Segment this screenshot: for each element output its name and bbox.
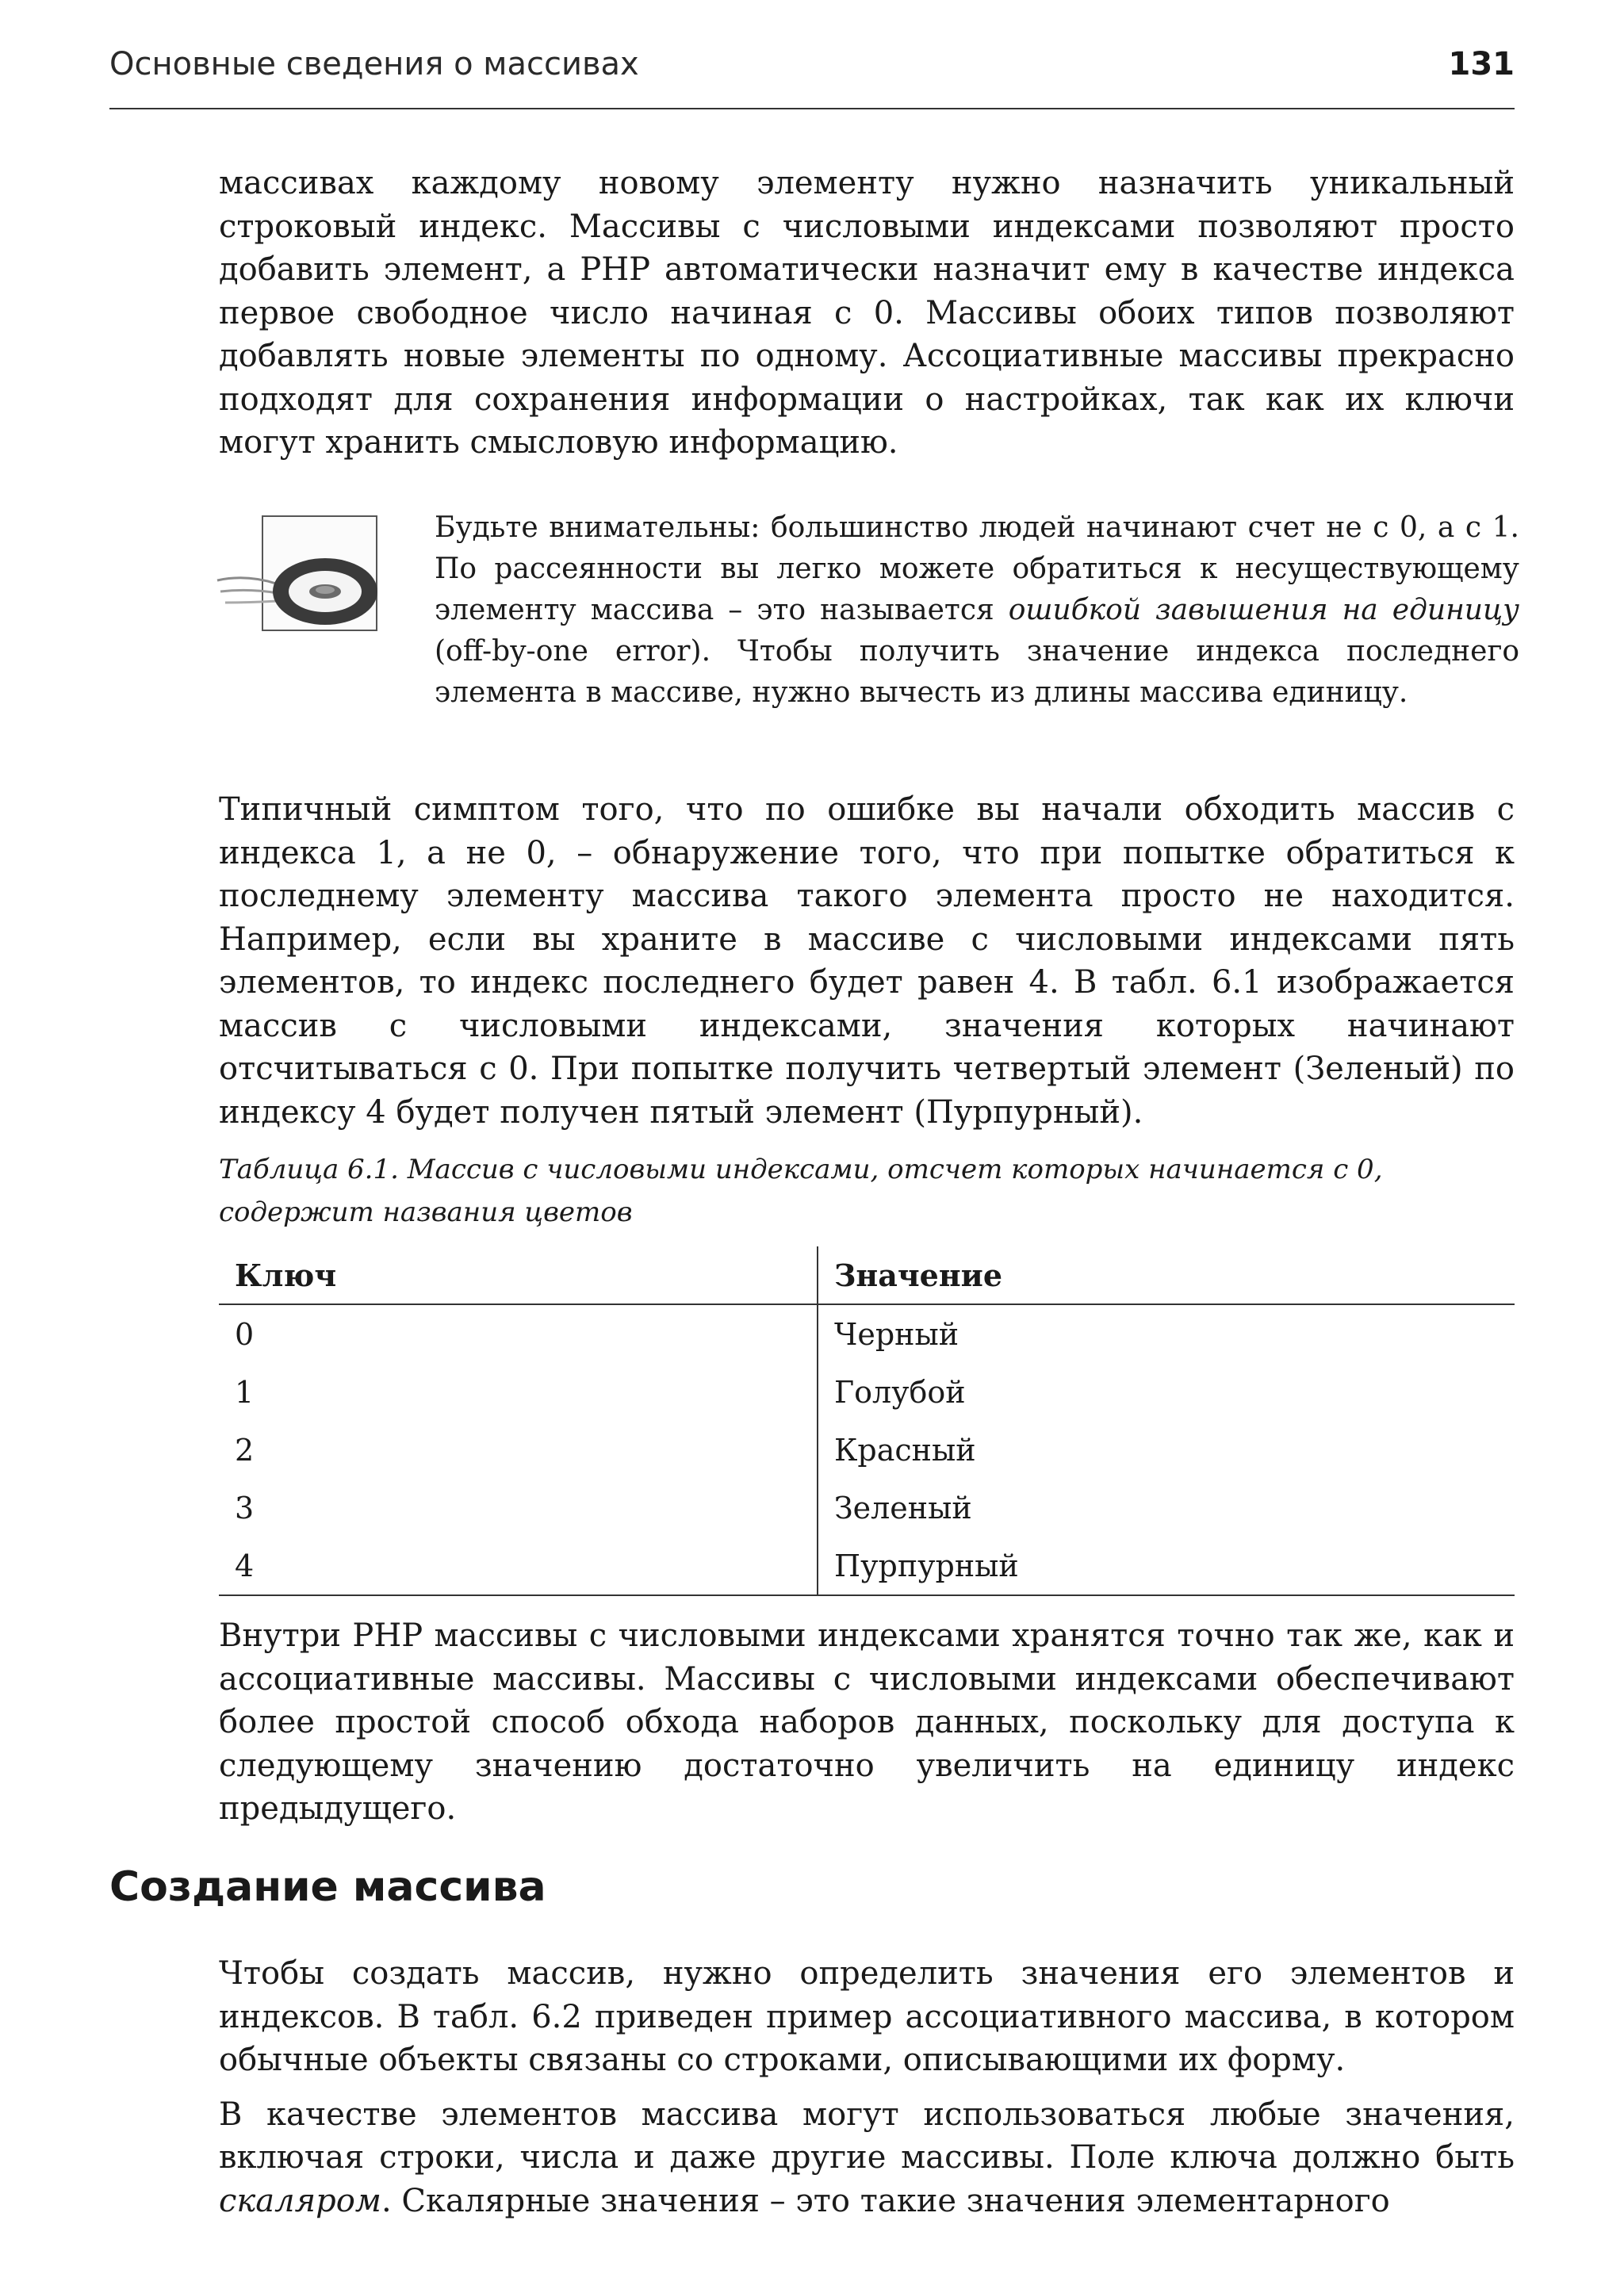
- page-number: 131: [1448, 46, 1515, 82]
- header-rule: [109, 108, 1515, 109]
- paragraph-elements-start: В качестве элементов массива могут использоваться любые значения, включая строки, числа и даже другие массивы. Поле ключа должно быть: [219, 2096, 1515, 2176]
- table-cell-value: Голубой: [834, 1374, 966, 1410]
- table-row: [219, 1421, 1515, 1479]
- table-cell-key: 1: [219, 1363, 818, 1421]
- table-cell-value: Черный: [834, 1316, 959, 1352]
- table-cell-key: 2: [219, 1421, 818, 1479]
- table-cell-key: 3: [219, 1479, 818, 1537]
- running-title: Основные сведения о массивах: [109, 46, 639, 82]
- column-header-key: Ключ: [219, 1246, 818, 1304]
- table-cell-key: 4: [219, 1537, 818, 1595]
- warning-text-start: Будьте внимательны: большинство людей начинают счет не с 0, а с 1. По рассеянности вы легко можете обратиться к несуществующему элементу массива – это называется: [435, 511, 1519, 626]
- paragraph-elements: [219, 2093, 1515, 2223]
- section-heading: Создание массива: [109, 1863, 546, 1911]
- colors-table: [219, 1246, 1515, 1596]
- body-text-top: [219, 162, 1515, 465]
- table-row: [219, 1537, 1515, 1595]
- column-header-value: Значение: [818, 1246, 1515, 1304]
- section-body: [219, 1952, 1515, 2222]
- table-cell-key: 0: [219, 1304, 818, 1363]
- scalar-term: скаляром: [219, 2182, 381, 2219]
- paragraph-intro: массивах каждому новому элементу нужно назначить уникальный строковый индекс. Массивы с числовыми индексами позволяют просто добавить элемент, а PHP автоматически назначит ему в качестве индекса первое свободное число начиная с 0. Массивы обоих типов позволяют добавлять новые элементы по одному. Ассоциативные массивы прекрасно подходят для сохранения информации о настройках, так как их ключи могут хранить смысловую информацию.: [219, 165, 1515, 461]
- paragraph-internal: Внутри PHP массивы с числовыми индексами хранятся точно так же, как и ассоциативные массивы. Массивы с числовыми индексами обеспечивают более простой способ обхода наборов данных, поскольку для доступа к следующему значению достаточно увеличить на единицу индекс предыдущего.: [219, 1617, 1515, 1827]
- table-cell-value: Зеленый: [834, 1490, 972, 1526]
- running-head: [109, 46, 1515, 94]
- table-cell-value: Пурпурный: [818, 1537, 1515, 1595]
- paragraph-create: Чтобы создать массив, нужно определить значения его элементов и индексов. В табл. 6.2 приведен пример ассоциативного массива, в котором обычные объекты связаны со строками, описывающими их форму.: [219, 1955, 1515, 2078]
- table-header-row: [219, 1246, 1515, 1304]
- table-row: [219, 1363, 1515, 1421]
- body-text-middle: [219, 788, 1515, 1134]
- warning-note: [214, 507, 1522, 753]
- table-caption: Таблица 6.1. Массив с числовыми индексами, отсчет которых начинается с 0, содержит названия цветов: [219, 1154, 1383, 1228]
- warning-text: [435, 507, 1519, 714]
- table-cell-value: Красный: [834, 1432, 976, 1468]
- table-row: [219, 1479, 1515, 1537]
- warning-text-end: (off-by-one error). Чтобы получить значение индекса последнего элемента в массиве, нужно вычесть из длины массива единицу.: [435, 635, 1519, 709]
- paragraph-symptom: Типичный симптом того, что по ошибке вы начали обходить массив с индекса 1, а не 0, – обнаружение того, что при попытке обратиться к последнему элементу массива такого элемента просто не находится. Например, если вы храните в массиве с числовыми индексами пять элементов, то индекс последнего будет равен 4. В табл. 6.1 изображается массив с числовыми индексами, значения которых начинают отсчитываться с 0. При попытке получить четвертый элемент (Зеленый) по индексу 4 будет получен пятый элемент (Пурпурный).: [219, 791, 1515, 1131]
- bear-trap-icon: [214, 539, 389, 634]
- warning-term: ошибкой завышения на единицу: [1008, 594, 1519, 626]
- body-text-after-table: [219, 1614, 1515, 1831]
- table-row: [219, 1304, 1515, 1363]
- paragraph-elements-end: . Скалярные значения – это такие значения элементарного: [381, 2182, 1390, 2219]
